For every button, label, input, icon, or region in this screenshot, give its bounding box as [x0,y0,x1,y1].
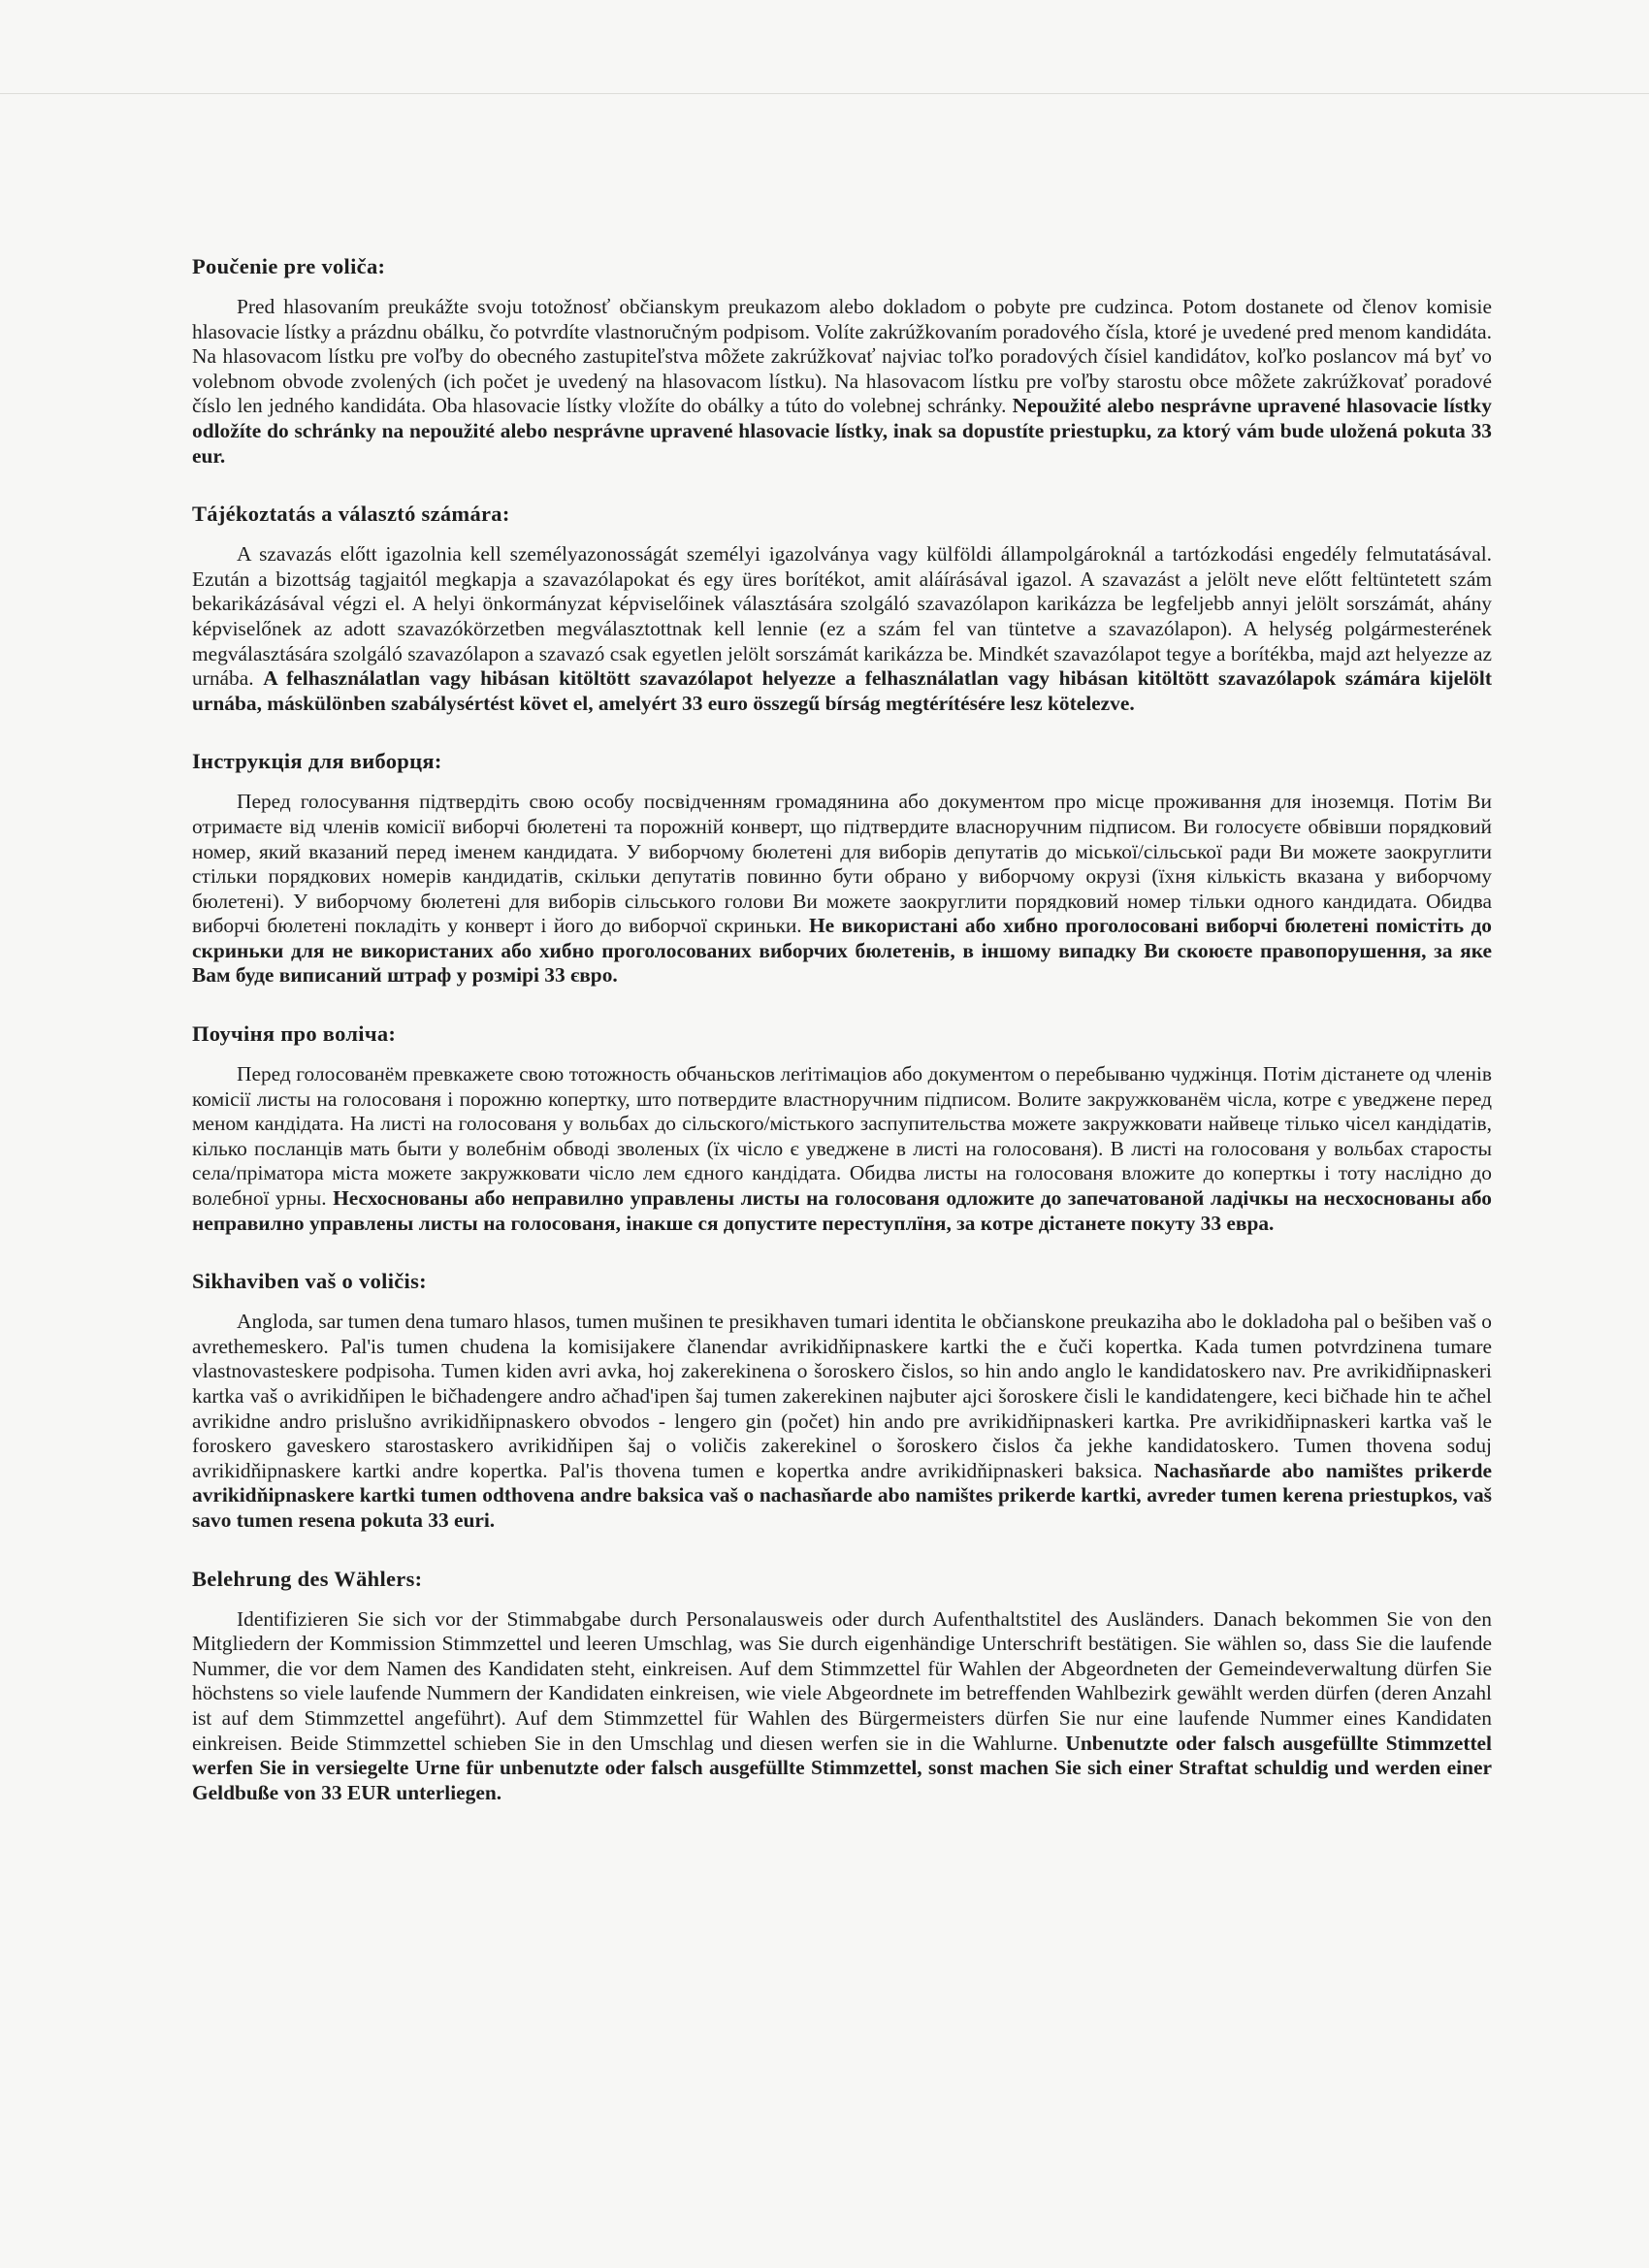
section-hungarian [192,502,1492,716]
section-slovak [192,254,1492,469]
section-ukrainian [192,749,1492,988]
section-heading: Tájékoztatás a választó számára: [192,502,510,527]
section-text: Перед голосованём превкажете свою тотожность обчаньсков леґітімаціов або документом о перебываню чуджінця. Потім дістанете од членів комісії листы на голосованя і порожню копертку, што потвердите властноручним підписом. Волите закружкованём чісла, котре є уведжене перед меном кандідата. На листі на голосованя у вольбах до сільского/містького заспупительства можете закружковати найвеце тілько чісел кандідатів, кілько посланців мать быти у волебнім обводі зволеных (їх чісло є уведжене в листі на голосованя). В листі на голосованя у вольбах старосты села/пріматора міста можете закружковати чісло лем єдного кандідата. Обидва листы на голосованя вложите до коперткы і тоту насліднo до волебної урны. [192,1062,1492,1211]
section-german [192,1567,1492,1806]
scan-edge-line [0,93,1649,94]
section-text: Identifizieren Sie sich vor der Stimmabgabe durch Personalausweis oder durch Aufenthaltstitel des Ausländers. Danach bekommen Sie von den Mitgliedern der Kommission Stimmzettel und leeren Umschlag, was Sie durch eigenhändige Unterschrift bestätigen. Sie wählen so, dass Sie die laufende Nummer, die vor dem Namen des Kandidaten steht, einkreisen. Auf dem Stimmzettel für Wahlen der Abgeordneten der Gemeindeverwaltung dürfen Sie höchstens so viele laufende Nummern der Kandidaten einkreisen, wie viele Abgeordnete im betreffenden Wahlbezirk gewählt werden dürfen (deren Anzahl ist auf dem Stimmzettel angeführt). Auf dem Stimmzettel für Wahlen des Bürgermeisters dürfen Sie nur eine laufende Nummer eines Kandidaten einkreisen. Beide Stimmzettel schieben Sie in den Umschlag und diesen werfen sie in die Wahlurne. [192,1606,1492,1755]
section-body [192,1062,1492,1236]
section-warning: Несхоснованы або неправилно управлены листы на голосованя одложите до запечатованой ладічкы на несхоснованы або неправилно управлены листы на голосованя, інакше ся допустите переступлїня, за котре дістанете покуту 33 евра. [192,1186,1492,1235]
section-heading: Poučenie pre voliča: [192,254,386,278]
section-rusyn [192,1021,1492,1236]
section-body [192,295,1492,469]
section-warning: Nepoužité alebo nesprávne upravené hlasovacie lístky odložíte do schránky na nepoužité alebo nesprávne upravené hlasovacie lístky, inak sa dopustíte priestupku, za ktorý vám bude uložená pokuta 33 eur. [192,394,1492,468]
section-warning: Не використані або хибно проголосовані виборчі бюлетені помістіть до скриньки для не використаних або хибно проголосованих виборчих бюлетенів, в іншому випадку Ви скоюєте правопорушення, за яке Вам буде виписаний штраф у розмірі 33 євро. [192,914,1492,988]
section-warning: Unbenutzte oder falsch ausgefüllte Stimmzettel werfen Sie in versiegelte Urne für unbenutzte oder falsch ausgefüllte Stimmzettel, sonst machen Sie sich einer Straftat schuldig und werden einer Geldbuße von 33 EUR unterliegen. [192,1731,1492,1804]
section-warning: A felhasználatlan vagy hibásan kitöltött szavazólapot helyezze a felhasználatlan vagy hibásan kitöltött szavazólapok számára kijelölt urnába, máskülönben szabálysértést követ el, amelyért 33 euro összegű bírság megtérítésére lesz kötelezve. [192,666,1492,715]
section-text: A szavazás előtt igazolnia kell személyazonosságát személyi igazolványa vagy külföldi állampolgároknál a tartózkodási engedély felmutatásával. Ezután a bizottság tagjaitól megkapja a szavazólapokat és egy üres borítékot, amit aláírásával igazol. A szavazást a jelölt neve előtt feltüntetett szám bekarikázásával végzi el. A helyi önkormányzat képviselőinek választására szolgáló szavazólapon karikázza be legfeljebb annyi jelölt sorszámát, ahány képviselőnek az adott szavazókörzetben megválasztottnak kell lennie (ez a szám fel van tüntetve a szavazólapon). A helység polgármesterének megválasztására szolgáló szavazólapon a szavazó csak egyetlen jelölt sorszámát karikázza be. Mindkét szavazólapot tegye a borítékba, majd azt helyezze az urnába. [192,542,1492,691]
section-heading: Belehrung des Wählers: [192,1566,423,1591]
section-body [192,542,1492,716]
section-heading: Поучіня про воліча: [192,1021,397,1047]
section-body [192,790,1492,988]
section-text: Angloda, sar tumen dena tumaro hlasos, tumen mušinen te presikhaven tumari identita le občianskone preukaziha abo le dokladoha pal o bešiben vaš o avrethemeskero. Pal'is tumen chudena la komisijakere članendar avrikidňipnaskere kartki the e čuči kopertka. Kada tumen potvrdzinena tumare vlastnovasteskere podpisoha. Tumen kiden avri avka, hoj zakerekinena o šoroskero čislos, so hin ando anglo le kandidatoskero nav. Pre avrikidňipnaskeri kartka vaš o avrikidňipen le bičhadengere andro ačhad'ipen šaj tumen zakerekinen najbuter ajci šoroskere čisli le kandidatengere, keci bičhade hin te ačhel avrikidne andro prislušno avrikidňipnaskero obvodos - lengero gin (počet) hin ando pre avrikidňipnaskeri kartka. Pre avrikidňipnaskeri kartka vaš le foroskero gaveskero starostaskero avrikidňipen šaj o voličis zakerekinel o šoroskero čislos ča jekhe kandidatoskero. Tumen thovena soduj avrikidňipnaskere kartki andre kopertka. Pal'is thovena tumen e kopertka andre avrikidňipnaskeri baksica. [192,1310,1492,1482]
voter-instructions-document [192,254,1492,1838]
section-romani [192,1269,1492,1533]
section-body [192,1310,1492,1533]
section-text: Перед голосування підтвердіть свою особу посвідченням громадянина або документом про місце проживання для іноземця. Потім Ви отримаєте від членів комісії виборчі бюлетені та порожній конверт, що підтвердите власноручним підписом. Ви голосуєте обвівши порядковий номер, який вказаний перед іменем кандидата. У виборчому бюлетені для виборів депутатів до міської/сільської ради Ви можете заокруглити стільки порядкових номерів кандидатів, скільки депутатів повинно бути обрано у виборчому окрузі (їхня кількість вказана у виборчому бюлетені). У виборчому бюлетені для виборів сільського голови Ви можете заокруглити порядковий номер тільки одного кандидата. Обидва виборчі бюлетені покладіть у конверт і його до виборчої скриньки. [192,790,1492,938]
section-heading: Sikhaviben vaš o voličis: [192,1269,427,1294]
section-heading: Інструкція для виборця: [192,749,442,774]
section-warning: Nachasňarde abo namištes prikerde avrikidňipnaskere kartki tumen odthovena andre baksica vaš o nachasňarde abo namištes prikerde kartki, avreder tumen kerena priestupkos, vaš savo tumen resena pokuta 33 euri. [192,1458,1492,1532]
section-text: Pred hlasovaním preukážte svoju totožnosť občianskym preukazom alebo dokladom o pobyte pre cudzinca. Potom dostanete od členov komisie hlasovacie lístky a prázdnu obálku, čo potvrdíte vlastnoručným podpisom. Volíte zakrúžkovaním poradového čísla, ktoré je uvedené pred menom kandidáta. Na hlasovacom lístku pre voľby do obecného zastupiteľstva môžete zakrúžkovať najviac toľko poradových čísiel kandidátov, koľko poslancov má byť vo volebnom obvode zvolených (ich počet je uvedený na hlasovacom lístku). Na hlasovacom lístku pre voľby starostu obce môžete zakrúžkovať poradové číslo len jedného kandidáta. Oba hlasovacie lístky vložíte do obálky a túto do volebnej schránky. [192,295,1492,418]
section-body [192,1607,1492,1806]
